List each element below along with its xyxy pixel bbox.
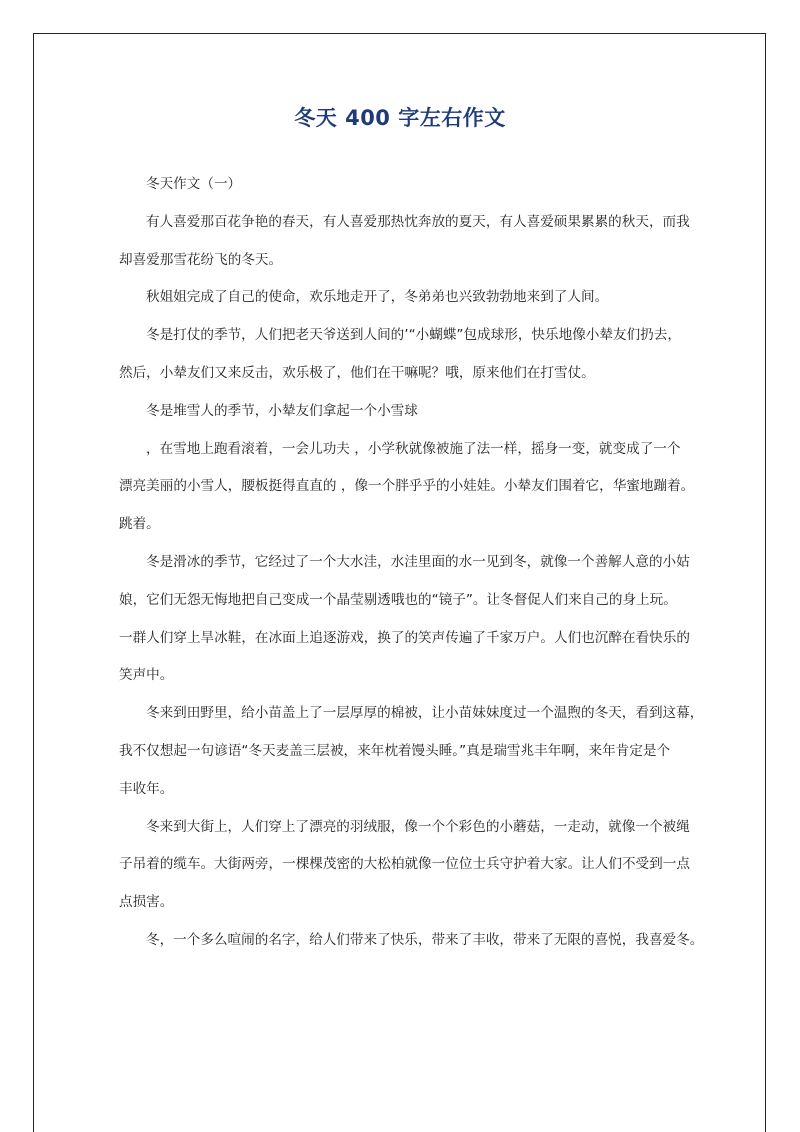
text-line: 秋姐姐完成了自己的使命，欢乐地走开了，冬弟弟也兴致勃勃地来到了人间。 (146, 289, 609, 306)
text-line: 点损害。 (119, 894, 174, 911)
text-line: 有人喜爱那百花争艳的春天，有人喜爱那热忱奔放的夏天，有人喜爱硕果累累的秋天，而我 (146, 213, 690, 230)
text-line: 娘，它们无怨无悔地把自己变成一个晶莹剔透哦也的“镜子”。让冬督促人们来自己的身上玩。 (119, 591, 677, 608)
text-line: 冬是打仗的季节，人们把老天爷送到人间的’“小蝴蝶”包成球形，快乐地像小辇友们扔去， (146, 327, 681, 344)
text-line: 跳着。 (119, 516, 160, 533)
text-line: 冬天作文（一） (146, 176, 242, 192)
text-line: ，在雪地上跑看滚着，一会儿功夫 ，小学秋就像被施了法一样，摇身一变，就变成了一个 (146, 440, 681, 457)
text-line: 冬，一个多么喧闹的名字，给人们带来了快乐，带来了丰收，带来了无限的喜悦，我喜爱冬。 (146, 931, 704, 948)
text-line: 冬是滑冰的季节，它经过了一个大水洼，水洼里面的水一见到冬，就像一个善解人意的小姑 (146, 553, 690, 570)
text-line: 然后，小辇友们又来反击，欢乐极了，他们在干嘛呢？哦，原来他们在打雪仗。 (119, 364, 595, 381)
text-line: 冬来到田野里，给小苗盖上了一层厚厚的棉被，让小苗妹妹度过一个温煦的冬天，看到这幕， (146, 705, 704, 722)
text-line: 我不仅想起一句谚语“冬天麦盖三层被，来年枕着馒头睡。”真是瑞雪兆丰年啊，来年肯定是个 (119, 742, 671, 759)
text-line: 一群人们穿上旱冰鞋，在冰面上追逐游戏，换了的笑声传遍了千家万户。人们也沉醉在看快乐的 (119, 629, 690, 646)
text-line: 冬是堆雪人的季节，小辇友们拿起一个小雪球 (146, 402, 418, 419)
text-line: 漂亮美丽的小雪人，腰板挺得直直的 ，像一个胖乎乎的小娃娃。小辇友们围着它，华蜜地蹦着。 (119, 478, 695, 495)
document-body (119, 166, 704, 960)
document-title: 冬天 400 字左右作文 (294, 106, 506, 130)
text-line: 笑声中。 (119, 667, 174, 684)
text-line: 丰收年。 (119, 780, 174, 797)
text-line: 子吊着的缆车。大街两旁，一棵棵茂密的大松柏就像一位位士兵守护着大家。让人们不受到一点 (119, 856, 690, 873)
text-line: 冬来到大街上，人们穿上了漂亮的羽绒服，像一个个彩色的小蘑菇，一走动，就像一个被绳 (146, 818, 690, 835)
text-line: 却喜爱那雪花纷飞的冬天。 (119, 251, 283, 268)
